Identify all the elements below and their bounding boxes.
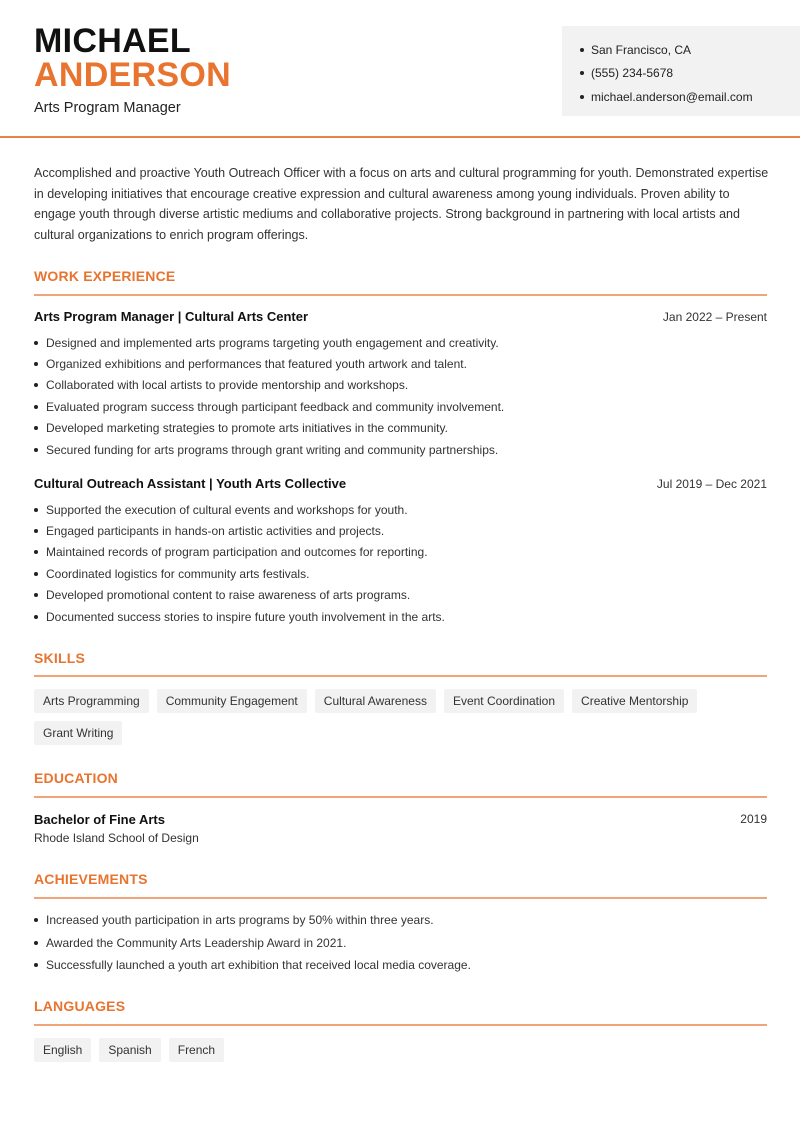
education-year: 2019 — [740, 812, 767, 826]
summary-paragraph: Accomplished and proactive Youth Outreach Officer with a focus on arts and cultural programming for youth. Demonstrated expertise in developing initiatives that encourage creative expression and cultural awareness among young individuals. Proven ability to engage youth through diverse artistic mediums and collaborative projects. Strong background in partnering with local artists and cultural organizations to enrich program offerings. — [34, 166, 769, 242]
section-divider — [34, 294, 767, 296]
section-divider — [34, 796, 767, 798]
language-tag: Spanish — [99, 1038, 160, 1062]
skill-tag: Event Coordination — [444, 689, 564, 713]
first-name: MICHAEL — [34, 22, 191, 60]
list-item-text: Engaged participants in hands-on artistic activities and projects. — [46, 524, 385, 539]
job-header — [34, 309, 767, 324]
list-item — [34, 396, 767, 417]
contact-phone — [580, 62, 800, 86]
job-role: Cultural Outreach Assistant | Youth Arts Collective — [34, 476, 347, 491]
list-item — [34, 932, 767, 955]
contact-email — [580, 85, 800, 109]
list-item — [34, 520, 767, 541]
skill-tag: Cultural Awareness — [315, 689, 436, 713]
location-text: San Francisco, CA — [591, 42, 692, 57]
bullet-icon — [34, 615, 38, 619]
skills-tags — [34, 689, 767, 745]
section-divider — [34, 897, 767, 899]
list-item — [34, 439, 767, 460]
list-item — [34, 563, 767, 584]
section-title-work: WORK EXPERIENCE — [34, 268, 176, 284]
list-item — [34, 954, 767, 977]
skill-tag: Community Engagement — [157, 689, 307, 713]
bullet-icon — [580, 71, 584, 75]
skill-tag: Arts Programming — [34, 689, 149, 713]
job-role: Arts Program Manager | Cultural Arts Center — [34, 309, 309, 324]
list-item — [34, 332, 767, 353]
skill-tag: Creative Mentorship — [572, 689, 697, 713]
job-bullet-list — [34, 499, 767, 627]
contact-location — [580, 38, 800, 62]
section-title-education: EDUCATION — [34, 770, 118, 786]
job-title: Arts Program Manager — [34, 100, 181, 116]
job-dates: Jul 2019 – Dec 2021 — [656, 476, 767, 491]
bullet-icon — [34, 341, 38, 345]
bullet-icon — [34, 941, 38, 945]
bullet-icon — [34, 529, 38, 533]
list-item — [34, 542, 767, 563]
section-divider — [34, 675, 767, 677]
bullet-icon — [34, 508, 38, 512]
list-item-text: Awarded the Community Arts Leadership Award in 2021. — [46, 935, 347, 950]
section-divider — [34, 1024, 767, 1026]
bullet-icon — [34, 405, 38, 409]
section-title-skills: SKILLS — [34, 650, 85, 666]
job-dates: Jan 2022 – Present — [662, 309, 767, 324]
section-title-languages: LANGUAGES — [34, 998, 126, 1014]
list-item — [34, 499, 767, 520]
language-tag: English — [34, 1038, 91, 1062]
phone-text: (555) 234-5678 — [591, 66, 674, 81]
list-item-text: Developed marketing strategies to promote arts initiatives in the community. — [46, 421, 448, 436]
language-tags — [34, 1038, 767, 1062]
job-header — [34, 476, 767, 491]
resume-header — [0, 0, 800, 138]
list-item-text: Developed promotional content to raise awareness of arts programs. — [46, 588, 411, 603]
list-item-text: Successfully launched a youth art exhibition that received local media coverage. — [46, 958, 471, 973]
bullet-icon — [34, 550, 38, 554]
list-item-text: Supported the execution of cultural events and workshops for youth. — [46, 502, 408, 517]
list-item-text: Coordinated logistics for community arts festivals. — [46, 566, 310, 581]
last-name: ANDERSON — [34, 56, 231, 94]
list-item-text: Increased youth participation in arts programs by 50% within three years. — [46, 913, 434, 928]
education-school: Rhode Island School of Design — [34, 831, 199, 845]
bullet-icon — [34, 963, 38, 967]
bullet-icon — [580, 95, 584, 99]
list-item-text: Collaborated with local artists to provide mentorship and workshops. — [46, 378, 409, 393]
list-item — [34, 353, 767, 374]
bullet-icon — [34, 426, 38, 430]
list-item-text: Evaluated program success through participant feedback and community involvement. — [46, 399, 505, 414]
bullet-icon — [34, 593, 38, 597]
list-item-text: Documented success stories to inspire future youth involvement in the arts. — [46, 609, 445, 624]
achievements-list — [34, 909, 767, 977]
list-item-text: Secured funding for arts programs through grant writing and community partnerships. — [46, 442, 499, 457]
bullet-icon — [34, 572, 38, 576]
bullet-icon — [34, 362, 38, 366]
bullet-icon — [580, 48, 584, 52]
email-text: michael.anderson@email.com — [591, 89, 753, 104]
list-item — [34, 606, 767, 627]
list-item-text: Maintained records of program participation and outcomes for reporting. — [46, 545, 428, 560]
bullet-icon — [34, 918, 38, 922]
language-tag: French — [169, 1038, 224, 1062]
list-item — [34, 585, 767, 606]
education-degree: Bachelor of Fine Arts — [34, 812, 165, 827]
list-item — [34, 909, 767, 932]
skill-tag: Grant Writing — [34, 721, 122, 745]
bullet-icon — [34, 448, 38, 452]
list-item-text: Designed and implemented arts programs targeting youth engagement and creativity. — [46, 335, 499, 350]
contact-box — [562, 26, 800, 116]
bullet-icon — [34, 383, 38, 387]
job-bullet-list — [34, 332, 767, 460]
list-item — [34, 375, 767, 396]
list-item — [34, 418, 767, 439]
list-item-text: Organized exhibitions and performances that featured youth artwork and talent. — [46, 357, 467, 372]
section-title-achievements: ACHIEVEMENTS — [34, 871, 148, 887]
